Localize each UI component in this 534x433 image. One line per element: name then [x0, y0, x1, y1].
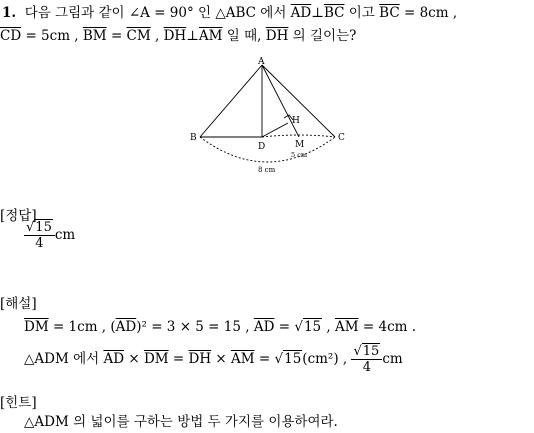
line-dh: [262, 123, 288, 137]
label-d: D: [258, 142, 266, 152]
sol2-frac-sqrt-value: 15: [362, 344, 380, 359]
answer-unit: cm: [54, 227, 76, 243]
sol2-frac-denominator: 4: [362, 360, 372, 375]
sol-segment-ad-2: $\overline{AD}$: [253, 319, 275, 335]
segment-bc: $\overline{BC}$: [323, 5, 345, 21]
answer-sqrt-value: 15: [35, 220, 52, 235]
sol-text-2b: (cm²) ,: [302, 351, 348, 367]
label-h: H: [292, 116, 300, 126]
sol-text-1e: = 4cm .: [362, 319, 417, 335]
label-8cm: 8 cm: [258, 166, 276, 174]
problem-text-2c: 의 길이는?: [292, 28, 357, 44]
sol-text-1b: )² = 3 × 5 = 15 ,: [136, 319, 250, 335]
label-c: C: [338, 133, 345, 143]
problem-line-2: [0, 27, 356, 45]
dashed-arc-bc: [200, 137, 335, 162]
sol2-segment-dm: $\overline{DM}$: [143, 351, 169, 367]
label-b: B: [190, 133, 197, 143]
sol2-segment-am: $\overline{AM}$: [231, 351, 255, 367]
problem-line-1: [2, 4, 457, 22]
times-2: ×: [215, 351, 227, 367]
sol-segment-ad: $\overline{AD}$: [115, 319, 137, 335]
equals-2: =: [258, 351, 271, 367]
segment-cd: $\overline{CD}$: [0, 28, 22, 44]
answer-denominator: 4: [35, 236, 44, 251]
segment-dh-2: $\overline{DH}$: [265, 28, 289, 44]
line-am: [262, 65, 299, 137]
solution-line-1: $\overline{DM} = 1cm$ , $(\overline{AD})^2 = 3 \times 5 = 15$ , $\overline{AD} = √15$ , $\overline{AM} = 4cm$ .: [24, 319, 417, 335]
segment-dh: $\overline{DH}$: [163, 28, 187, 44]
segment-am: $\overline{AM}$: [198, 28, 223, 44]
equals-1: =: [172, 351, 185, 367]
answer-label: [정답]: [0, 208, 37, 224]
perp-symbol-2: ⊥: [186, 28, 199, 44]
problem-text-1a: 다음 그림과 같이 ∠A = 90° 인 △ABC 에서: [24, 5, 287, 21]
problem-text-2a: = 5cm ,: [25, 28, 79, 44]
segment-cm: $\overline{CM}$: [126, 28, 151, 44]
solution-label: [해설]: [0, 296, 37, 312]
line-ac: [262, 65, 335, 137]
problem-text-1c: = 8cm ,: [403, 5, 458, 21]
answer-fraction: [24, 220, 55, 251]
label-a: A: [258, 57, 265, 67]
sol-text-1c: =: [278, 319, 291, 335]
label-m: M: [295, 140, 305, 150]
sol-text-1a: = 1cm , (: [52, 319, 116, 335]
label-5cm: 5 cm: [291, 151, 308, 159]
comma: ,: [155, 28, 160, 44]
sol-text-1d: ,: [326, 319, 331, 335]
hint-label: [힌트]: [0, 395, 37, 411]
problem-number: 1.: [2, 5, 17, 21]
problem-text-2b: 일 때,: [226, 28, 262, 44]
line-ab: [200, 65, 262, 137]
sol2-segment-dh: $\overline{DH}$: [188, 351, 212, 367]
sol-segment-dm: $\overline{DM}$: [24, 319, 49, 335]
sol2-fraction: [351, 344, 382, 375]
sol2-sqrt-15: 15: [284, 351, 302, 367]
perp-symbol: ⊥: [311, 5, 324, 21]
equals-sign: =: [110, 28, 123, 44]
sol-sqrt-15: 15: [303, 319, 322, 335]
times-1: ×: [128, 351, 140, 367]
sol-segment-am: $\overline{AM}$: [335, 319, 359, 335]
sol-text-2a: △ADM 에서: [24, 351, 100, 367]
solution-line-2: △ADM 에서 $\overline{AD} \times \overline{DM} = \overline{DH} \times \overline{AM} = √15(cm^2)$ , $\frac{√15}{4}$ cm: [24, 344, 403, 375]
segment-bc-2: $\overline{BC}$: [379, 5, 400, 21]
answer-numerator: √15: [24, 220, 55, 236]
problem-text-1b: 이고: [348, 5, 375, 21]
hint-text: △ADM 의 넓이를 구하는 방법 두 가지를 이용하여라.: [24, 414, 338, 430]
sol2-unit: cm: [382, 351, 403, 367]
answer-value: [24, 220, 75, 251]
sol2-frac-numerator: √15: [351, 344, 382, 360]
sol2-segment-ad: $\overline{AD}$: [103, 351, 125, 367]
segment-bm: $\overline{BM}$: [82, 28, 107, 44]
triangle-figure: [0, 55, 534, 175]
segment-ad: $\overline{AD}$: [290, 5, 312, 21]
